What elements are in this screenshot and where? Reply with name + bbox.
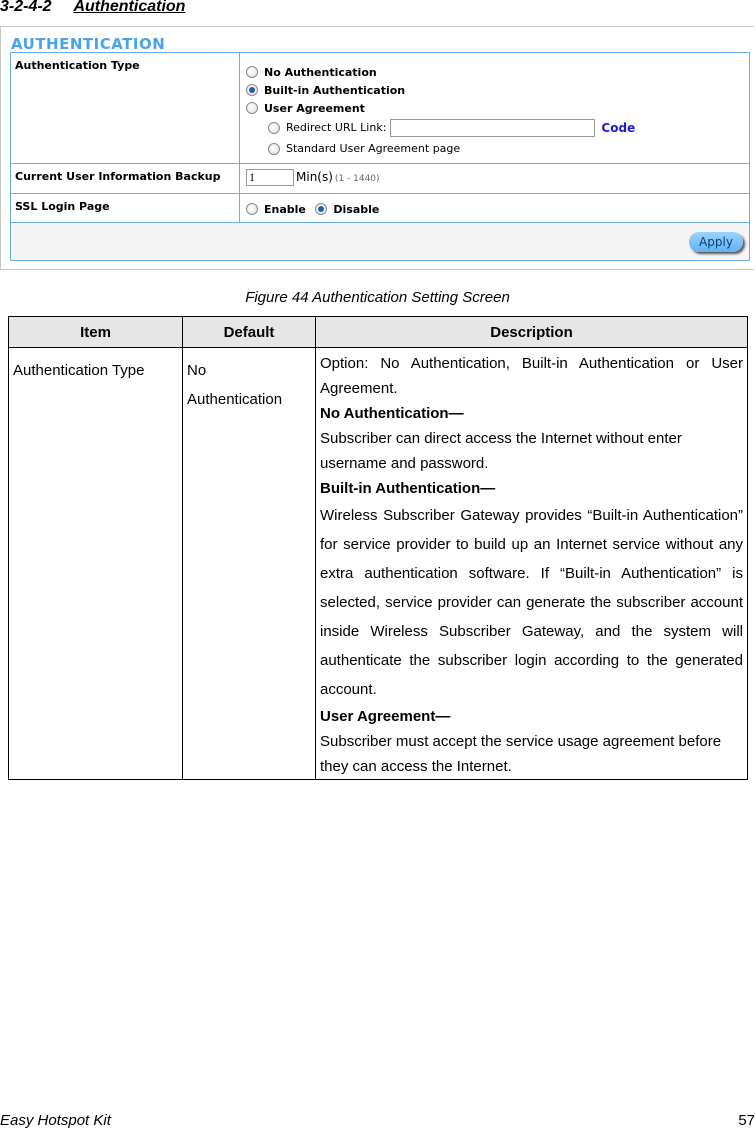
header-description: Description xyxy=(316,317,748,348)
section-heading xyxy=(0,0,185,16)
radio-icon[interactable] xyxy=(246,66,258,78)
desc-agreement-title: User Agreement— xyxy=(320,708,451,725)
radio-selected-icon[interactable] xyxy=(246,84,258,96)
code-link[interactable]: Code xyxy=(601,120,636,135)
desc-no-auth-text: Subscriber can direct access the Internet without enter username and password. xyxy=(320,430,682,472)
description-cell xyxy=(316,348,748,780)
figure-caption: Figure 44 Authentication Setting Screen xyxy=(245,289,510,306)
radio-icon[interactable] xyxy=(246,102,258,114)
desc-builtin-text: Wireless Subscriber Gateway provides “Built-in Authentication” for service provider to build up an Internet service without any extra authentication software. If “Built-in Authentication” is selected, service provider can generate the subscriber account inside Wireless Subscriber Gateway, and the system will authenticate the subscriber login according to the generated account. xyxy=(320,507,743,698)
radio-icon[interactable] xyxy=(268,122,280,134)
desc-builtin-title: Built-in Authentication— xyxy=(320,480,496,497)
apply-row xyxy=(11,223,750,261)
radio-redirect-url[interactable]: Redirect URL Link: Code xyxy=(246,117,743,138)
ssl-label: SSL Login Page xyxy=(11,194,240,223)
footer-product: Easy Hotspot Kit xyxy=(0,1112,111,1129)
description-table xyxy=(8,316,748,780)
header-item: Item xyxy=(9,317,183,348)
backup-minutes-input[interactable]: 1 xyxy=(246,169,294,186)
desc-agreement-text: Subscriber must accept the service usage agreement before they can access the Internet. xyxy=(320,733,722,775)
panel-title: AUTHENTICATION xyxy=(11,35,166,53)
radio-standard-agreement[interactable]: Standard User Agreement page xyxy=(246,138,743,159)
settings-form xyxy=(10,52,750,261)
auth-type-row xyxy=(11,53,750,164)
section-number: 3-2-4-2 xyxy=(0,0,52,15)
default-cell: No Authentication xyxy=(183,348,316,780)
radio-builtin-authentication[interactable]: Built-in Authentication xyxy=(246,81,743,99)
table-header xyxy=(9,317,748,348)
apply-button[interactable]: Apply xyxy=(689,232,743,252)
backup-label: Current User Information Backup xyxy=(11,164,240,194)
radio-icon[interactable] xyxy=(268,143,280,155)
minutes-range: (1 - 1440) xyxy=(334,173,380,184)
desc-no-auth-title: No Authentication— xyxy=(320,405,464,422)
desc-intro: Option: No Authentication, Built-in Authentication or User Agreement. xyxy=(320,355,743,397)
backup-row xyxy=(11,164,750,194)
table-row xyxy=(9,348,748,780)
redirect-url-input[interactable] xyxy=(390,119,595,137)
footer-page-number: 57 xyxy=(738,1112,755,1129)
radio-ssl-enable[interactable]: Enable xyxy=(246,200,306,218)
section-title: Authentication xyxy=(73,0,186,15)
radio-icon[interactable] xyxy=(246,203,258,215)
header-default: Default xyxy=(183,317,316,348)
ssl-row xyxy=(11,194,750,223)
radio-selected-icon[interactable] xyxy=(315,203,327,215)
authentication-screenshot xyxy=(0,26,754,270)
radio-no-authentication[interactable]: No Authentication xyxy=(246,63,743,81)
radio-ssl-disable[interactable]: Disable xyxy=(315,200,379,218)
minutes-unit: Min(s) xyxy=(296,169,333,184)
auth-type-label: Authentication Type xyxy=(11,53,240,164)
item-cell: Authentication Type xyxy=(9,348,183,780)
radio-user-agreement[interactable]: User Agreement xyxy=(246,99,743,117)
